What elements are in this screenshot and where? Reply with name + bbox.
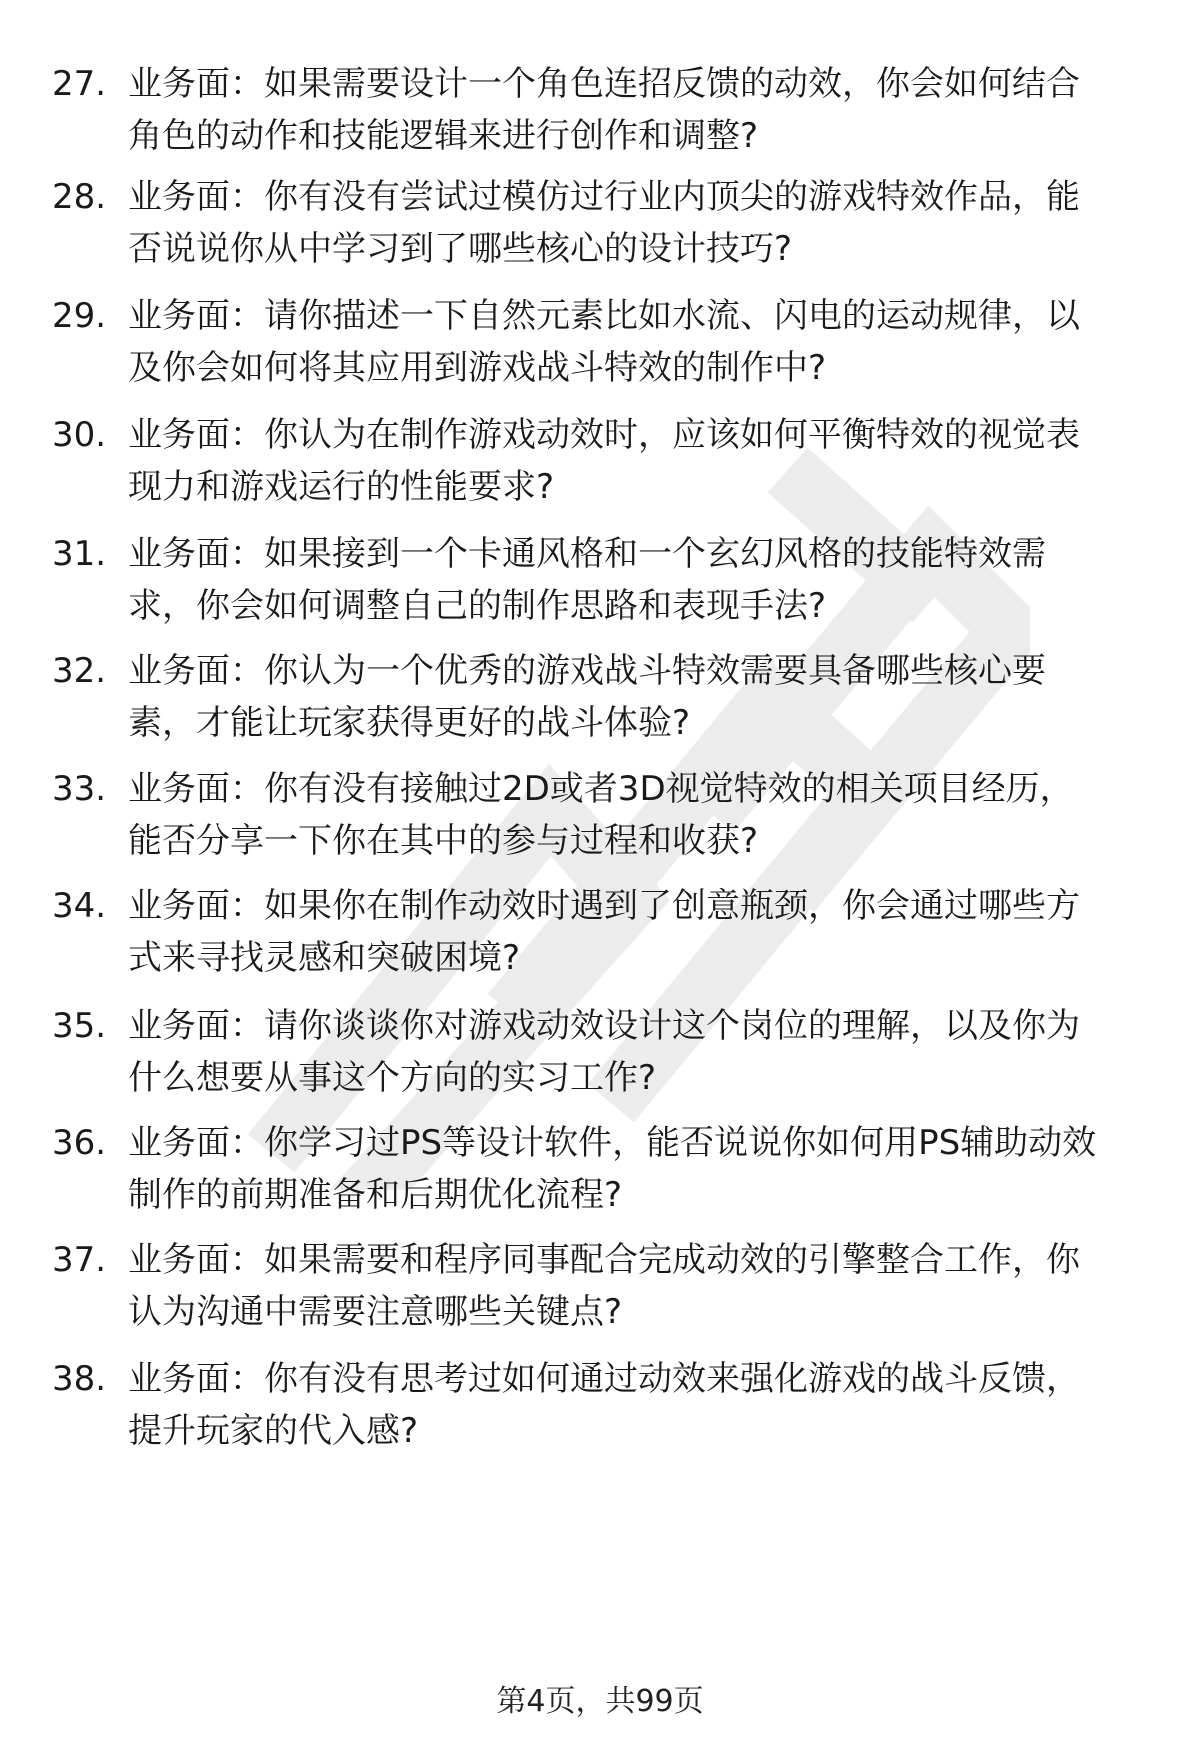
question-item: [0, 290, 1200, 400]
question-text-line-1: 业务面：你有没有尝试过模仿过行业内顶尖的游戏特效作品，能: [128, 177, 1080, 217]
question-number: 37.: [52, 1240, 107, 1280]
question-number: 36.: [52, 1123, 107, 1163]
question-number: 27.: [52, 64, 107, 104]
question-text-line-1: 业务面：请你谈谈你对游戏动效设计这个岗位的理解，以及你为: [128, 1006, 1080, 1046]
question-number: 33.: [52, 769, 107, 809]
question-number: 28.: [52, 177, 107, 217]
question-text-line-1: 业务面：你认为一个优秀的游戏战斗特效需要具备哪些核心要: [128, 651, 1046, 691]
question-text-line-2: 能否分享一下你在其中的参与过程和收获?: [128, 821, 759, 861]
question-item: [0, 58, 1200, 168]
question-item: [0, 1353, 1200, 1463]
question-text-line-1: 业务面：你学习过PS等设计软件，能否说说你如何用PS辅助动效: [128, 1123, 1097, 1163]
question-number: 35.: [52, 1006, 107, 1046]
question-text-line-2: 认为沟通中需要注意哪些关键点?: [128, 1292, 623, 1332]
question-text-line-2: 提升玩家的代入感?: [128, 1411, 419, 1451]
question-text-line-2: 素，才能让玩家获得更好的战斗体验?: [128, 703, 691, 743]
question-number: 29.: [52, 296, 107, 336]
question-text-line-2: 现力和游戏运行的性能要求?: [128, 467, 555, 507]
question-item: [0, 880, 1200, 990]
question-text-line-2: 求，你会如何调整自己的制作思路和表现手法?: [128, 586, 827, 626]
question-number: 34.: [52, 886, 107, 926]
question-item: [0, 171, 1200, 281]
question-item: [0, 528, 1200, 638]
question-number: 30.: [52, 415, 107, 455]
question-text-line-2: 及你会如何将其应用到游戏战斗特效的制作中?: [128, 348, 827, 388]
question-text-line-2: 什么想要从事这个方向的实习工作?: [128, 1058, 657, 1098]
question-number: 31.: [52, 534, 107, 574]
question-item: [0, 409, 1200, 519]
question-text-line-1: 业务面：请你描述一下自然元素比如水流、闪电的运动规律，以: [128, 296, 1080, 336]
question-item: [0, 1234, 1200, 1344]
question-item: [0, 645, 1200, 755]
question-text-line-1: 业务面：如果需要设计一个角色连招反馈的动效，你会如何结合: [128, 64, 1080, 104]
question-number: 38.: [52, 1359, 107, 1399]
question-item: [0, 1000, 1200, 1110]
page-number: 第4页，共99页: [496, 1684, 704, 1719]
question-text-line-2: 式来寻找灵感和突破困境?: [128, 938, 521, 978]
question-text-line-1: 业务面：你有没有接触过2D或者3D视觉特效的相关项目经历，: [128, 769, 1074, 809]
question-item: [0, 1117, 1200, 1227]
question-text-line-2: 制作的前期准备和后期优化流程?: [128, 1175, 623, 1215]
question-text-line-1: 业务面：你有没有思考过如何通过动效来强化游戏的战斗反馈，: [128, 1359, 1080, 1399]
question-item: [0, 763, 1200, 873]
question-number: 32.: [52, 651, 107, 691]
question-text-line-1: 业务面：你认为在制作游戏动效时，应该如何平衡特效的视觉表: [128, 415, 1080, 455]
question-text-line-1: 业务面：如果需要和程序同事配合完成动效的引擎整合工作，你: [128, 1240, 1080, 1280]
question-text-line-1: 业务面：如果你在制作动效时遇到了创意瓶颈，你会通过哪些方: [128, 886, 1080, 926]
question-text-line-1: 业务面：如果接到一个卡通风格和一个玄幻风格的技能特效需: [128, 534, 1046, 574]
question-text-line-2: 角色的动作和技能逻辑来进行创作和调整?: [128, 116, 759, 156]
question-text-line-2: 否说说你从中学习到了哪些核心的设计技巧?: [128, 229, 793, 269]
